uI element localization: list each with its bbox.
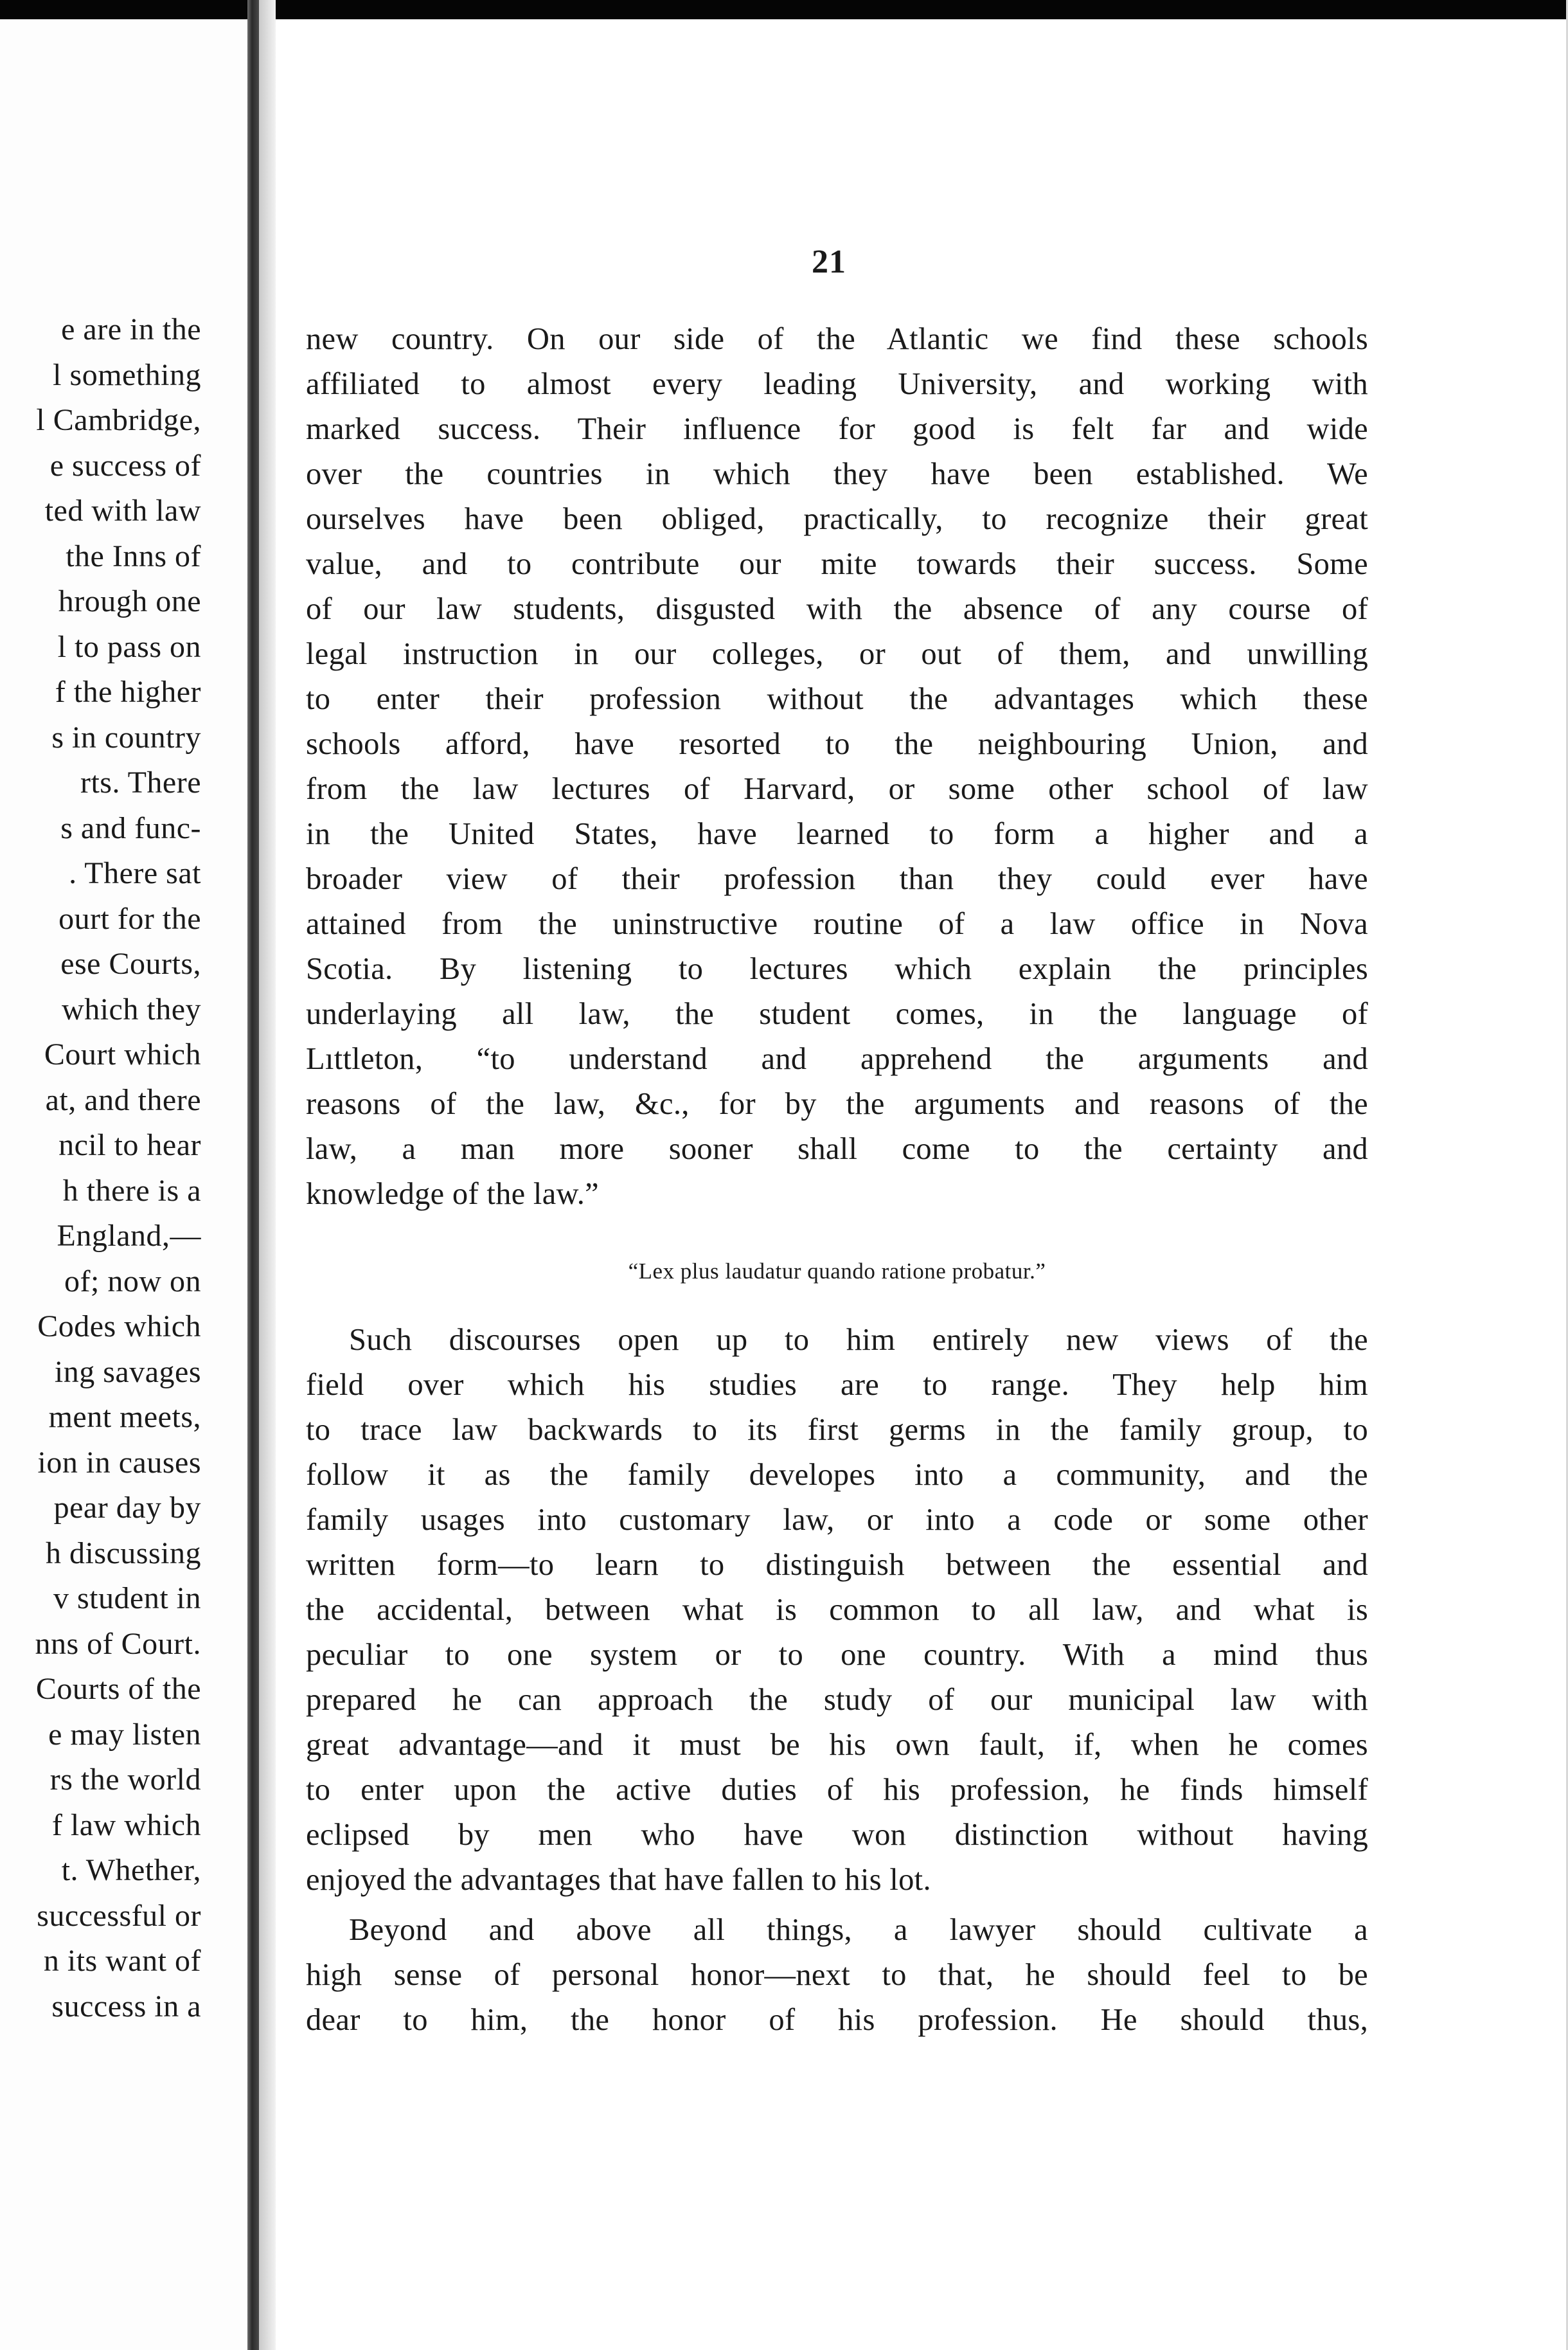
left-line: success in a xyxy=(51,1989,201,2023)
left-line: s in country xyxy=(51,720,201,755)
latin-quote: “Lex plus laudatur quando ratione probatur.” xyxy=(628,1259,1046,1284)
left-line: . There sat xyxy=(69,856,201,890)
book-gutter-highlight xyxy=(259,0,276,2350)
text-line: reasons of the law, &c., for by the arguments and reasons of the xyxy=(306,1087,1368,1121)
left-line: n its want of xyxy=(43,1944,201,1978)
text-line: attained from the uninstructive routine of a law office in Nova xyxy=(306,907,1368,941)
left-line: nns of Court. xyxy=(35,1626,201,1661)
paragraph-3 xyxy=(306,1908,1368,2043)
text-line: dear to him, the honor of his profession. He should thus, xyxy=(306,2003,1368,2037)
paragraph-1 xyxy=(306,317,1368,1217)
text-line: family usages into customary law, or into a code or some other xyxy=(306,1503,1368,1537)
left-line: of; now on xyxy=(64,1264,201,1298)
left-line: Court which xyxy=(44,1037,201,1072)
left-line: ourt for the xyxy=(58,901,201,936)
left-line: v student in xyxy=(53,1581,201,1615)
paragraph-2 xyxy=(306,1318,1368,1903)
text-line: to trace law backwards to its first germs in the family group, to xyxy=(306,1413,1368,1447)
left-line: ment meets, xyxy=(48,1400,201,1434)
text-line: the accidental, between what is common to all law, and what is xyxy=(306,1593,1368,1627)
text-line: peculiar to one system or to one country. With a mind thus xyxy=(306,1638,1368,1672)
left-line: e success of xyxy=(49,448,201,483)
left-page-text xyxy=(0,307,201,2029)
text-line: written form—to learn to distinguish between the essential and xyxy=(306,1548,1368,1582)
text-line: knowledge of the law.” xyxy=(306,1177,599,1211)
left-page-fragment xyxy=(0,19,247,2350)
left-line: successful or xyxy=(37,1898,201,1933)
text-line: schools afford, have resorted to the neighbouring Union, and xyxy=(306,727,1368,761)
left-line: l something xyxy=(53,357,201,392)
left-line: e may listen xyxy=(48,1717,201,1752)
text-line: great advantage—and it must be his own fault, if, when he comes xyxy=(306,1728,1368,1762)
left-line: l Cambridge, xyxy=(36,403,201,437)
book-gutter-shadow xyxy=(247,0,259,2350)
text-line: eclipsed by men who have won distinction without having xyxy=(306,1818,1368,1852)
left-line: at, and there xyxy=(45,1082,201,1117)
text-line: marked success. Their influence for good is felt far and wide xyxy=(306,412,1368,446)
text-line: Scotia. By listening to lectures which explain the principles xyxy=(306,952,1368,986)
text-line: to enter their profession without the advantages which these xyxy=(306,682,1368,716)
left-line: Codes which xyxy=(37,1309,201,1343)
text-line: value, and to contribute our mite towards their success. Some xyxy=(306,547,1368,581)
left-line: h there is a xyxy=(62,1173,201,1208)
text-line: enjoyed the advantages that have fallen to his lot. xyxy=(306,1863,931,1897)
left-line: rs the world xyxy=(49,1762,201,1797)
left-line: the Inns of xyxy=(66,539,201,573)
text-line: of our law students, disgusted with the absence of any course of xyxy=(306,592,1368,626)
left-line: rts. There xyxy=(80,766,201,800)
left-line: f the higher xyxy=(55,675,201,709)
text-line: law, a man more sooner shall come to the certainty and xyxy=(306,1132,1368,1166)
left-line: which they xyxy=(62,992,201,1027)
text-line: from the law lectures of Harvard, or some other school of law xyxy=(306,772,1368,806)
text-line: follow it as the family developes into a community, and the xyxy=(306,1458,1368,1492)
text-line: high sense of personal honor—next to that, he should feel to be xyxy=(306,1958,1368,1992)
left-line: ted with law xyxy=(44,494,201,528)
left-line: pear day by xyxy=(53,1491,201,1525)
text-line: legal instruction in our colleges, or out of them, and unwilling xyxy=(306,637,1368,671)
text-line: field over which his studies are to range. They help him xyxy=(306,1368,1368,1402)
left-line: ing savages xyxy=(54,1354,201,1389)
page-number: 21 xyxy=(812,244,846,280)
left-line: Courts of the xyxy=(35,1672,201,1706)
text-line: over the countries in which they have been established. We xyxy=(306,457,1368,491)
text-line: Such discourses open up to him entirely new views of the xyxy=(349,1323,1368,1357)
left-line: England,— xyxy=(57,1219,201,1253)
text-line: underlaying all law, the student comes, in the language of xyxy=(306,997,1368,1031)
left-line: h discussing xyxy=(45,1536,201,1570)
left-line: ncil to hear xyxy=(58,1128,201,1162)
text-line: Beyond and above all things, a lawyer should cultivate a xyxy=(349,1913,1368,1947)
left-line: t. Whether, xyxy=(61,1853,201,1887)
text-line: ourselves have been obliged, practically, to recognize their great xyxy=(306,502,1368,536)
left-line: f law which xyxy=(51,1807,201,1842)
scan-top-border xyxy=(0,0,1568,19)
left-line: hrough one xyxy=(58,584,201,618)
left-line: s and func- xyxy=(60,811,201,845)
left-line: e are in the xyxy=(61,312,201,346)
text-line: prepared he can approach the study of our municipal law with xyxy=(306,1683,1368,1717)
left-line: ese Courts, xyxy=(60,947,201,981)
text-line: Lıttleton, “to understand and apprehend the arguments and xyxy=(306,1042,1368,1076)
text-line: affiliated to almost every leading University, and working with xyxy=(306,367,1368,401)
text-line: in the United States, have learned to form a higher and a xyxy=(306,817,1368,851)
text-line: new country. On our side of the Atlantic we find these schools xyxy=(306,322,1368,356)
text-line: to enter upon the active duties of his profession, he finds himself xyxy=(306,1773,1368,1807)
text-line: broader view of their profession than they could ever have xyxy=(306,862,1368,896)
left-line: l to pass on xyxy=(57,629,201,664)
right-page xyxy=(276,19,1568,2350)
left-line: ion in causes xyxy=(37,1445,201,1480)
